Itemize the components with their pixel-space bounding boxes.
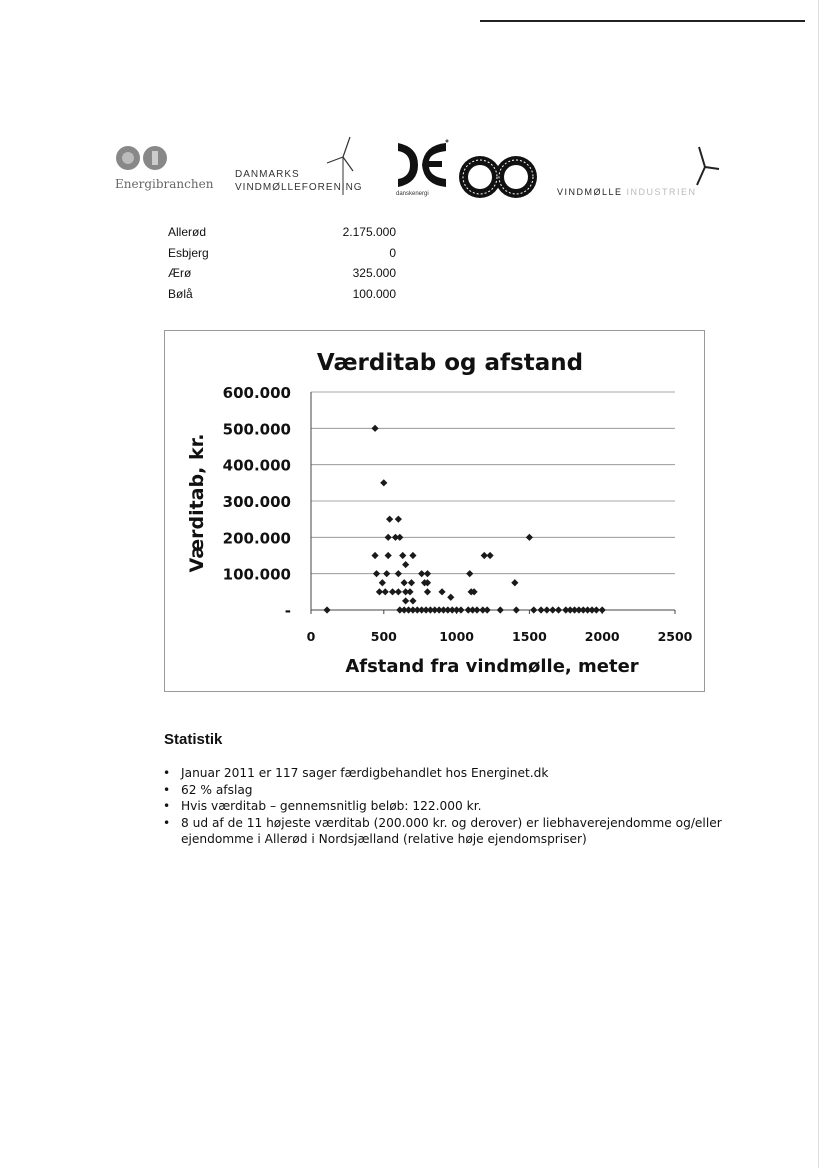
top-rule xyxy=(480,20,805,22)
statistics-list xyxy=(163,765,743,848)
table-row xyxy=(168,243,396,264)
logo-strip xyxy=(110,135,730,205)
y-tick-label: 200.000 xyxy=(222,529,291,548)
city-name: Esbjerg xyxy=(168,245,209,260)
y-tick-label: 500.000 xyxy=(222,420,291,439)
y-tick-label: 300.000 xyxy=(222,493,291,511)
vindmoelleindustrien-logo xyxy=(557,145,727,201)
data-point xyxy=(406,588,413,595)
list-item xyxy=(163,782,743,799)
data-point xyxy=(409,552,416,559)
data-point xyxy=(395,588,402,595)
dv-logo-line2: VINDMØLLEFORENING xyxy=(235,182,363,193)
table-row xyxy=(168,222,396,243)
x-tick-label: 0 xyxy=(306,629,316,644)
y-tick-label: - xyxy=(284,602,291,620)
bullet-icon: • xyxy=(163,766,171,780)
x-tick-label: 1500 xyxy=(512,629,547,644)
dansk-energi-mark-icon xyxy=(392,137,452,193)
x-tick-label: 2500 xyxy=(657,629,693,644)
foreningen-vindmoeller-seal-logo xyxy=(458,155,538,199)
danmarks-vindmoelleforening-logo xyxy=(235,135,375,201)
list-item-text: Januar 2011 er 117 sager færdigbehandlet hos Energinet.dk xyxy=(181,766,549,780)
x-tick-label: 500 xyxy=(370,629,397,644)
data-point xyxy=(385,552,392,559)
data-point xyxy=(382,588,389,595)
city-value: 0 xyxy=(389,245,396,260)
dansk-energi-logo xyxy=(392,137,452,201)
seal-circles-icon xyxy=(458,155,538,199)
list-item-text: Hvis værditab – gennemsnitlig beløb: 122.000 kr. xyxy=(181,799,482,813)
data-point xyxy=(323,606,330,613)
data-point xyxy=(371,425,378,432)
list-item xyxy=(163,815,743,848)
chart-title: Værditab og afstand xyxy=(316,350,584,376)
data-point xyxy=(409,597,416,604)
city-name: Bølå xyxy=(168,286,193,301)
dv-logo-line1: DANMARKS xyxy=(235,169,300,180)
turbine-blades-icon xyxy=(685,145,725,189)
city-value: 2.175.000 xyxy=(342,225,396,239)
city-name: Allerød xyxy=(168,225,207,239)
wind-turbine-icon xyxy=(313,135,363,195)
data-point xyxy=(424,570,431,577)
table-row xyxy=(168,263,396,284)
y-tick-label: 600.000 xyxy=(222,384,291,402)
di-logo-text: Energibranchen xyxy=(115,177,214,191)
vi-logo-faint-text: INDUSTRIEN xyxy=(626,187,697,197)
scatter-chart-svg xyxy=(165,331,706,693)
data-point xyxy=(402,597,409,604)
scatter-chart xyxy=(164,330,705,692)
city-name: Ærø xyxy=(168,266,192,280)
y-tick-label: 400.000 xyxy=(222,456,291,475)
data-point xyxy=(599,606,606,613)
x-tick-label: 2000 xyxy=(584,629,620,644)
page-edge-line xyxy=(818,0,819,1168)
city-value: 325.000 xyxy=(352,266,396,280)
data-point xyxy=(383,570,390,577)
di-energibranchen-logo xyxy=(115,145,214,200)
data-point xyxy=(438,588,445,595)
data-point xyxy=(497,606,504,613)
city-values-table xyxy=(168,222,396,304)
x-tick-label: 1000 xyxy=(439,629,474,644)
data-point xyxy=(371,552,378,559)
data-point xyxy=(380,479,387,486)
data-point xyxy=(395,516,402,523)
x-axis-label: Afstand fra vindmølle, meter xyxy=(345,656,639,677)
data-point xyxy=(511,579,518,586)
list-item xyxy=(163,798,743,815)
bullet-icon: • xyxy=(163,799,171,813)
list-item-text: 62 % afslag xyxy=(181,782,253,797)
bullet-icon: • xyxy=(163,782,171,797)
data-point xyxy=(401,579,408,586)
data-point xyxy=(466,570,473,577)
data-point xyxy=(408,579,415,586)
data-point xyxy=(530,606,537,613)
data-point xyxy=(386,516,393,523)
data-point xyxy=(424,588,431,595)
bullet-icon: • xyxy=(163,815,171,830)
di-circles-icon xyxy=(115,145,175,171)
data-point xyxy=(395,570,402,577)
data-point xyxy=(373,570,380,577)
data-point xyxy=(379,579,386,586)
list-item-text: 8 ud af de 11 højeste værditab (200.000 kr. og derover) er liebhaverejendomme og/eller ejendomme i Allerød i Nordsjælland (relative høje ejendomspriser) xyxy=(181,815,722,846)
data-point xyxy=(396,534,403,541)
y-axis-label: Værditab, kr. xyxy=(186,433,208,573)
statistics-heading: Statistik xyxy=(164,731,223,748)
y-tick-label: 100.000 xyxy=(222,565,291,584)
data-point xyxy=(399,552,406,559)
list-item xyxy=(163,765,743,782)
data-point xyxy=(402,561,409,568)
table-row xyxy=(168,284,396,305)
data-point xyxy=(385,534,392,541)
data-point xyxy=(486,552,493,559)
data-point xyxy=(526,534,533,541)
data-point xyxy=(457,606,464,613)
data-point xyxy=(555,606,562,613)
data-point xyxy=(447,594,454,601)
data-point xyxy=(484,606,491,613)
city-value: 100.000 xyxy=(352,286,396,301)
vi-logo-text: VINDMØLLE xyxy=(557,187,623,197)
dansk-energi-text: danskenergi xyxy=(396,191,429,197)
data-point xyxy=(513,606,520,613)
